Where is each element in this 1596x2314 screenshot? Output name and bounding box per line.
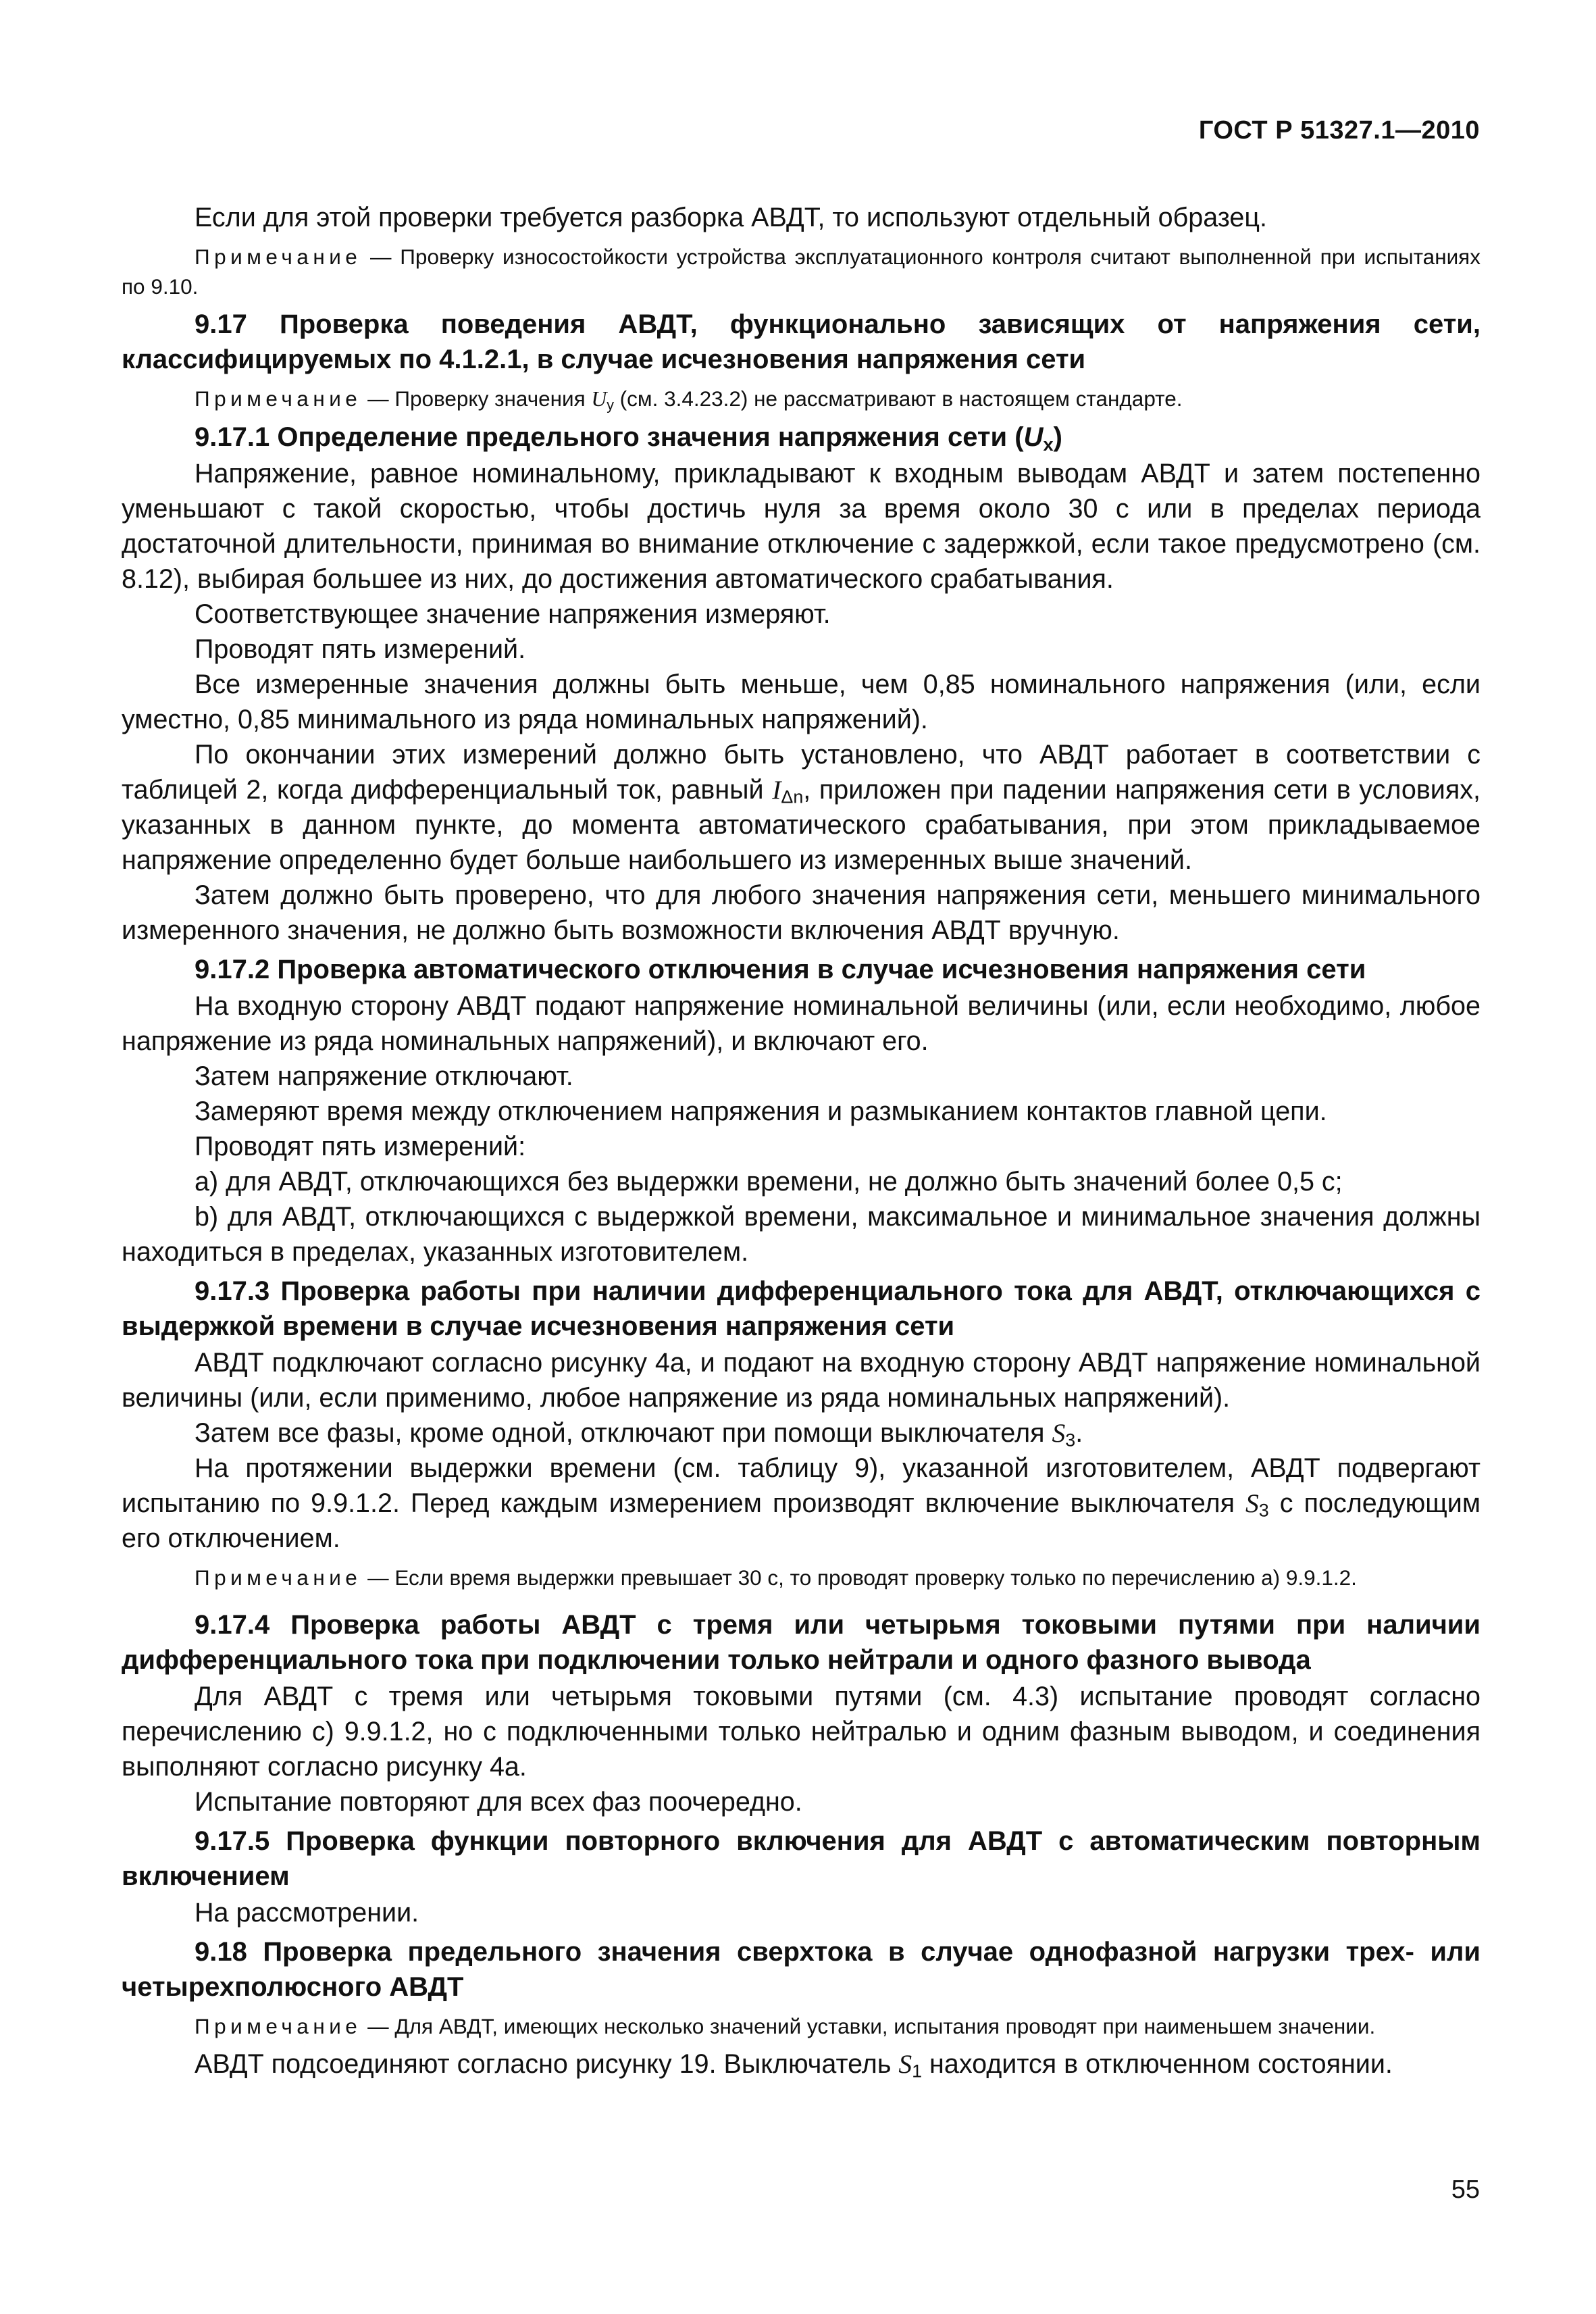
paragraph-text: Затем все фазы, кроме одной, отключают при помощи выключателя <box>195 1418 1052 1448</box>
paragraph-text: По окончании этих измерений должно быть установлено, что АВДТ работает в соответствии с таблицей 2, когда дифференциальный ток, равный <box>122 740 1481 805</box>
note-text: — Проверку износостойкости устройства эксплуатационного контроля считают выполненной при испытаниях по 9.10. <box>122 245 1481 299</box>
subscript: 3 <box>1065 1430 1076 1451</box>
paragraph: Замеряют время между отключением напряжения и размыканием контактов главной цепи. <box>195 1097 1327 1126</box>
note <box>122 2011 1481 2041</box>
paragraph <box>122 1415 1481 1451</box>
note <box>122 384 1481 414</box>
paragraph <box>122 737 1481 878</box>
paragraph: Проводят пять измерений. <box>195 634 526 664</box>
section-heading-9-17-3: 9.17.3 Проверка работы при наличии дифференциального тока для АВДТ, отключающихся с выдержкой времени в случае исчезновения напряжения сети <box>122 1276 1481 1341</box>
paragraph-text: . <box>1075 1418 1083 1448</box>
subscript: y <box>607 397 614 413</box>
paragraph: Для АВДТ с тремя или четырьмя токовыми путями (см. 4.3) испытание проводят согласно перечислению с) 9.9.1.2, но с подключенными только нейтралью и одним фазным выводом, и соединения выполняют согласно рисунку 4а. <box>122 1682 1481 1782</box>
section-heading-9-17-1 <box>122 420 1481 455</box>
paragraph: На входную сторону АВДТ подают напряжение номинальной величины (или, если необходимо, любое напряжение из ряда номинальных напряжений), и включают его. <box>122 991 1481 1056</box>
page-number: 55 <box>1451 2175 1480 2204</box>
subscript: x <box>1043 433 1054 455</box>
note <box>122 1563 1481 1592</box>
subscript: 3 <box>1258 1500 1269 1521</box>
paragraph: Соответствующее значение напряжения измеряют. <box>195 599 831 629</box>
paragraph: Все измеренные значения должны быть меньше, чем 0,85 номинального напряжения (или, если уместно, 0,85 минимального из ряда номинальных напряжений). <box>122 670 1481 734</box>
paragraph-text: находится в отключенном состоянии. <box>922 2049 1393 2079</box>
paragraph: Испытание повторяют для всех фаз поочередно. <box>195 1787 802 1817</box>
paragraph <box>122 1451 1481 1556</box>
note-text: — Если время выдержки превышает 30 с, то проводят проверку только по перечислению а) 9.9.1.2. <box>361 1565 1357 1590</box>
heading-text: 9.17.1 Определение предельного значения напряжения сети ( <box>195 422 1024 452</box>
variable: S <box>1052 1418 1066 1448</box>
paragraph <box>122 2046 1481 2082</box>
note-label: Примечание <box>195 1565 362 1590</box>
paragraph-text: АВДТ подсоединяют согласно рисунку 19. Выключатель <box>195 2049 899 2079</box>
section-heading-9-17-4: 9.17.4 Проверка работы АВДТ с тремя или четырьмя токовыми путями при наличии дифференциального тока при подключении только нейтрали и одного фазного вывода <box>122 1610 1481 1675</box>
paragraph: Проводят пять измерений: <box>195 1132 526 1161</box>
note-text: — Проверку значения <box>361 386 592 411</box>
paragraph: Если для этой проверки требуется разборка АВДТ, то используют отдельный образец. <box>195 203 1267 232</box>
subscript: 1 <box>912 2061 923 2082</box>
list-item: a) для АВДТ, отключающихся без выдержки времени, не должно быть значений более 0,5 с; <box>195 1167 1343 1197</box>
paragraph: Затем должно быть проверено, что для любого значения напряжения сети, меньшего минимального измеренного значения, не должно быть возможности включения АВДТ вручную. <box>122 880 1481 945</box>
variable: S <box>898 2049 912 2079</box>
paragraph: АВДТ подключают согласно рисунку 4а, и подают на входную сторону АВДТ напряжение номинальной величины (или, если применимо, любое напряжение из ряда номинальных напряжений). <box>122 1348 1481 1413</box>
variable: U <box>591 387 607 411</box>
paragraph-text: , приложен при падении напряжения сети в условиях, указанных в данном пункте, до момента автоматического срабатывания, при этом прикладываемое напряжение определенно будет больше наибольшего из измеренных выше значений. <box>122 775 1481 875</box>
note <box>122 242 1481 301</box>
variable: I <box>772 775 781 805</box>
subscript: Δn <box>781 786 804 807</box>
note-label: Примечание <box>195 2014 362 2038</box>
document-body <box>122 200 1481 2082</box>
section-heading-9-17-2: 9.17.2 Проверка автоматического отключения в случае исчезновения напряжения сети <box>195 955 1366 984</box>
paragraph: На рассмотрении. <box>195 1898 419 1928</box>
section-heading-9-17: 9.17 Проверка поведения АВДТ, функционально зависящих от напряжения сети, классифицируемых по 4.1.2.1, в случае исчезновения напряжения сети <box>122 309 1481 374</box>
note-label: Примечание <box>195 386 362 411</box>
paragraph-text: с последующим его отключением. <box>122 1488 1481 1553</box>
paragraph: Напряжение, равное номинальному, прикладывают к входным выводам АВДТ и затем постепенно уменьшают с такой скоростью, чтобы достичь нуля за время около 30 с или в пределах периода достаточной длительности, принимая во внимание отключение с задержкой, если такое предусмотрено (см. 8.12), выбирая большее из них, до достижения автоматического срабатывания. <box>122 459 1481 594</box>
note-label: Примечание <box>195 245 362 269</box>
paragraph-text: На протяжении выдержки времени (см. таблицу 9), указанной изготовителем, АВДТ подвергают испытанию по 9.9.1.2. Перед каждым измерением производят включение выключателя <box>122 1453 1481 1518</box>
variable: S <box>1245 1488 1259 1518</box>
note-text: — Для АВДТ, имеющих несколько значений уставки, испытания проводят при наименьшем значении. <box>361 2014 1376 2038</box>
heading-text: ) <box>1053 422 1062 452</box>
paragraph: Затем напряжение отключают. <box>195 1061 573 1091</box>
note-text: (см. 3.4.23.2) не рассматривают в настоящем стандарте. <box>613 386 1183 411</box>
section-heading-9-17-5: 9.17.5 Проверка функции повторного включения для АВДТ с автоматическим повторным включением <box>122 1826 1481 1891</box>
variable: U <box>1023 422 1044 452</box>
list-item: b) для АВДТ, отключающихся с выдержкой времени, максимальное и минимальное значения должны находиться в пределах, указанных изготовителем. <box>122 1202 1481 1267</box>
document-header: ГОСТ Р 51327.1—2010 <box>1198 116 1480 145</box>
section-heading-9-18: 9.18 Проверка предельного значения сверхтока в случае однофазной нагрузки трех- или четырехполюсного АВДТ <box>122 1937 1481 2002</box>
